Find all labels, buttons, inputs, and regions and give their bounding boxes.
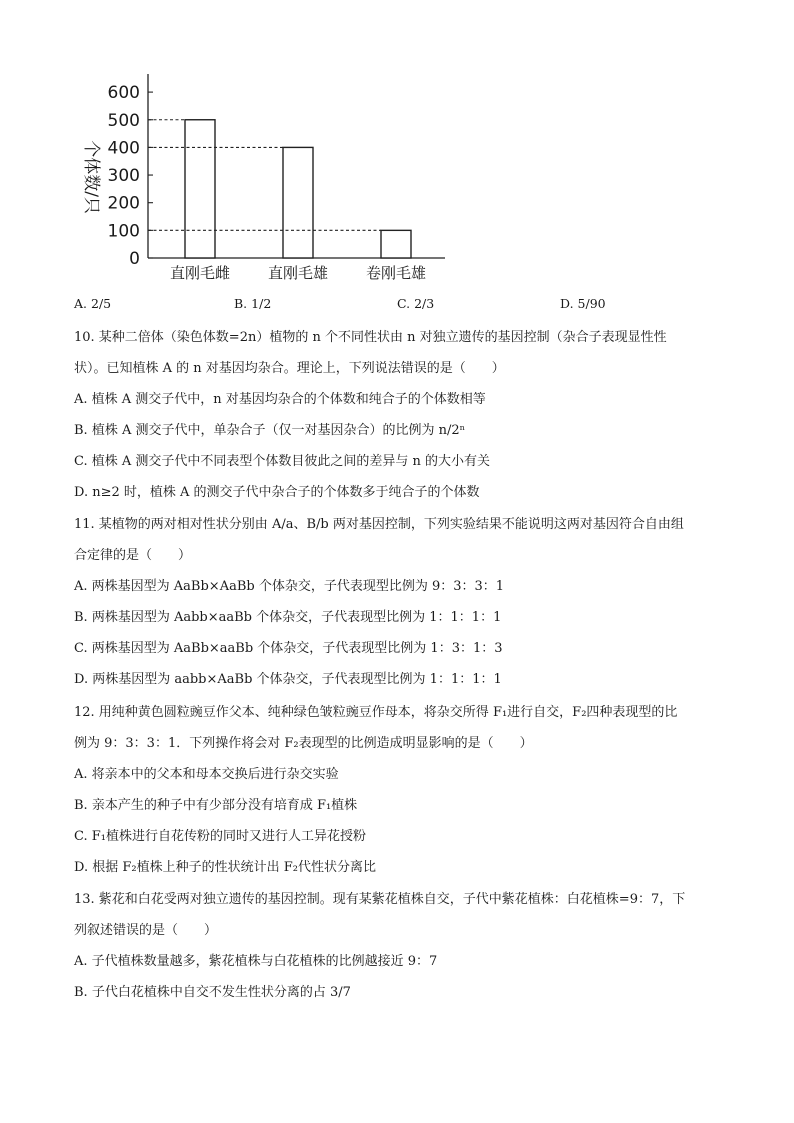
q9-option-b: B. 1/2 [234,296,272,311]
question-option: A. 子代植株数量越多，紫花植株与白花植株的比例越接近 9：7 [74,954,438,969]
question-option: D. 两株基因型为 aabb×AaBb 个体杂交，子代表现型比例为 1：1：1：1 [74,672,502,687]
question-10 [74,322,724,508]
chart-svg [78,68,458,290]
question-stem: 13. 紫花和白花受两对独立遗传的基因控制。现有某紫花植株自交，子代中紫花植株：白花植株=9：7，下 [74,892,686,907]
question-stem: 列叙述错误的是（ ） [74,923,218,938]
question-option: B. 植株 A 测交子代中，单杂合子（仅一对基因杂合）的比例为 n/2ⁿ [74,423,466,438]
y-tick-label: 300 [107,166,140,187]
q9-option-c: C. 2/3 [397,296,435,311]
question-13 [74,884,724,1008]
y-tick-label: 500 [107,110,140,131]
question-option: C. F₁植株进行自花传粉的同时又进行人工异花授粉 [74,829,366,844]
category-label: 直刚毛雌 [169,264,231,282]
question-option: C. 两株基因型为 AaBb×aaBb 个体杂交，子代表现型比例为 1：3：1：3 [74,641,503,656]
question-11 [74,509,724,695]
question-stem: 11. 某植物的两对相对性状分别由 A/a、B/b 两对基因控制，下列实验结果不能说明这两对基因符合自由组 [74,517,684,532]
q9-option-d: D. 5/90 [560,296,606,311]
question-option: B. 子代白花植株中自交不发生性状分离的占 3/7 [74,985,351,1000]
y-tick-label: 200 [107,193,140,214]
question-option: D. 根据 F₂植株上种子的性状统计出 F₂代性状分离比 [74,860,376,875]
category-label: 直刚毛雄 [267,264,329,282]
question-option: B. 两株基因型为 Aabb×aaBb 个体杂交，子代表现型比例为 1：1：1：1 [74,610,502,625]
question-option: C. 植株 A 测交子代中不同表型个体数目彼此之间的差异与 n 的大小有关 [74,454,491,469]
question-12 [74,697,724,883]
question-option: B. 亲本产生的种子中有少部分没有培育成 F₁植株 [74,798,358,813]
y-axis-label: 个体数/只 [81,140,101,214]
question-stem: 例为 9：3：3：1．下列操作将会对 F₂表现型的比例造成明显影响的是（ ） [74,736,533,751]
question-option: A. 将亲本中的父本和母本交换后进行杂交实验 [74,767,339,782]
question-option: D. n≥2 时，植株 A 的测交子代中杂合子的个体数多于纯合子的个体数 [74,485,480,500]
category-label: 卷刚毛雄 [365,264,427,282]
bar-3 [381,230,411,258]
question-option: A. 植株 A 测交子代中，n 对基因均杂合的个体数和纯合子的个体数相等 [74,392,486,407]
y-tick-label: 100 [107,221,140,242]
question-stem: 12. 用纯种黄色圆粒豌豆作父本、纯种绿色皱粒豌豆作母本，将杂交所得 F₁进行自交，F₂四种表现型的比 [74,705,678,720]
y-tick-label: 600 [107,83,140,104]
y-tick-label: 400 [107,138,140,159]
q9-options [74,296,694,316]
bar-1 [185,120,215,258]
y-tick-label: 0 [129,249,140,269]
q9-option-a: A. 2/5 [74,296,112,311]
question-stem: 合定律的是（ ） [74,548,192,563]
question-option: A. 两株基因型为 AaBb×AaBb 个体杂交，子代表现型比例为 9：3：3：1 [74,579,505,594]
bar-2 [283,147,313,258]
bar-chart [78,68,458,290]
question-stem: 10. 某种二倍体（染色体数=2n）植物的 n 个不同性状由 n 对独立遗传的基因控制（杂合子表现显性性 [74,330,667,345]
question-stem: 状）。已知植株 A 的 n 对基因均杂合。理论上，下列说法错误的是（ ） [74,361,505,376]
